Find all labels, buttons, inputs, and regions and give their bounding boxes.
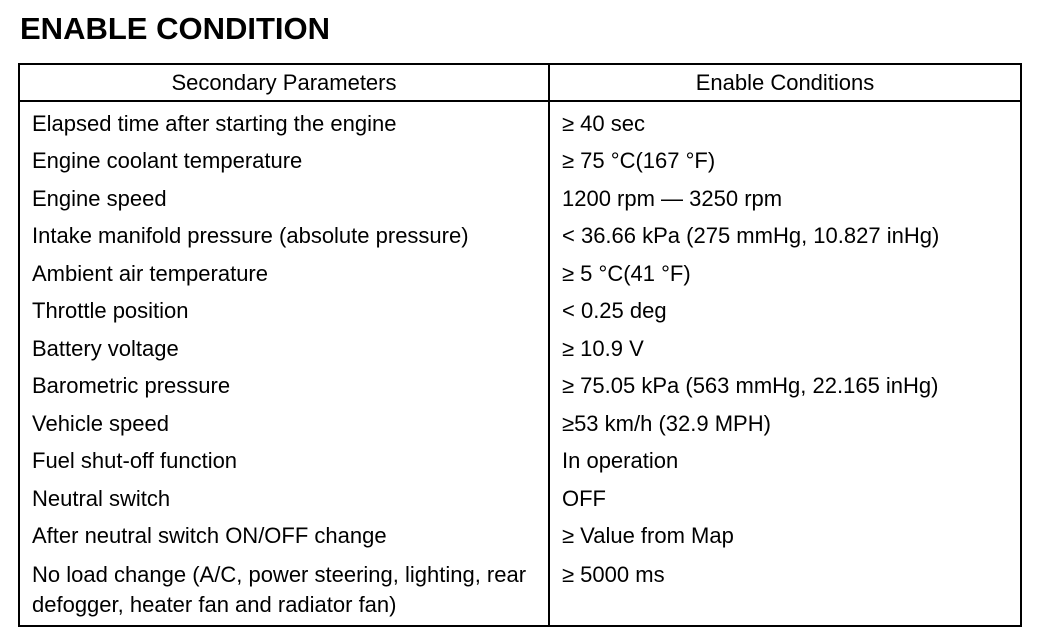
table-row	[19, 143, 1021, 181]
parameter-cell: Ambient air temperature	[19, 255, 549, 293]
table-row	[19, 293, 1021, 331]
parameter-cell: Engine speed	[19, 180, 549, 218]
condition-cell: ≥ 5000 ms	[549, 555, 1021, 626]
table-row	[19, 330, 1021, 368]
header-enable-conditions: Enable Conditions	[549, 64, 1021, 101]
parameter-cell: After neutral switch ON/OFF change	[19, 518, 549, 556]
condition-cell: In operation	[549, 443, 1021, 481]
table-row	[19, 405, 1021, 443]
table-row	[19, 443, 1021, 481]
parameter-cell: Neutral switch	[19, 480, 549, 518]
parameter-cell: Vehicle speed	[19, 405, 549, 443]
condition-cell: < 36.66 kPa (275 mmHg, 10.827 inHg)	[549, 218, 1021, 256]
parameter-cell: Throttle position	[19, 293, 549, 331]
parameter-cell: Intake manifold pressure (absolute pressure)	[19, 218, 549, 256]
parameter-cell: No load change (A/C, power steering, lighting, rear defogger, heater fan and radiator fan)	[19, 555, 549, 626]
table-row	[19, 180, 1021, 218]
condition-cell: ≥ 5 °C(41 °F)	[549, 255, 1021, 293]
condition-cell: ≥53 km/h (32.9 MPH)	[549, 405, 1021, 443]
parameter-cell: Battery voltage	[19, 330, 549, 368]
condition-cell: ≥ 75.05 kPa (563 mmHg, 22.165 inHg)	[549, 368, 1021, 406]
condition-cell: ≥ 10.9 V	[549, 330, 1021, 368]
condition-cell: ≥ 40 sec	[549, 101, 1021, 143]
parameter-cell: Fuel shut-off function	[19, 443, 549, 481]
table-row	[19, 101, 1021, 143]
table-row	[19, 518, 1021, 556]
table-row	[19, 218, 1021, 256]
parameter-cell: Engine coolant temperature	[19, 143, 549, 181]
enable-condition-table	[18, 63, 1022, 627]
table-row	[19, 480, 1021, 518]
condition-cell: < 0.25 deg	[549, 293, 1021, 331]
page-title: ENABLE CONDITION	[20, 11, 330, 46]
condition-cell: ≥ 75 °C(167 °F)	[549, 143, 1021, 181]
table-header-row	[19, 64, 1021, 101]
condition-cell: 1200 rpm — 3250 rpm	[549, 180, 1021, 218]
condition-cell: OFF	[549, 480, 1021, 518]
header-secondary-parameters: Secondary Parameters	[19, 64, 549, 101]
parameter-cell: Barometric pressure	[19, 368, 549, 406]
table-row	[19, 368, 1021, 406]
parameter-cell: Elapsed time after starting the engine	[19, 101, 549, 143]
table-row	[19, 555, 1021, 626]
table-row	[19, 255, 1021, 293]
condition-cell: ≥ Value from Map	[549, 518, 1021, 556]
